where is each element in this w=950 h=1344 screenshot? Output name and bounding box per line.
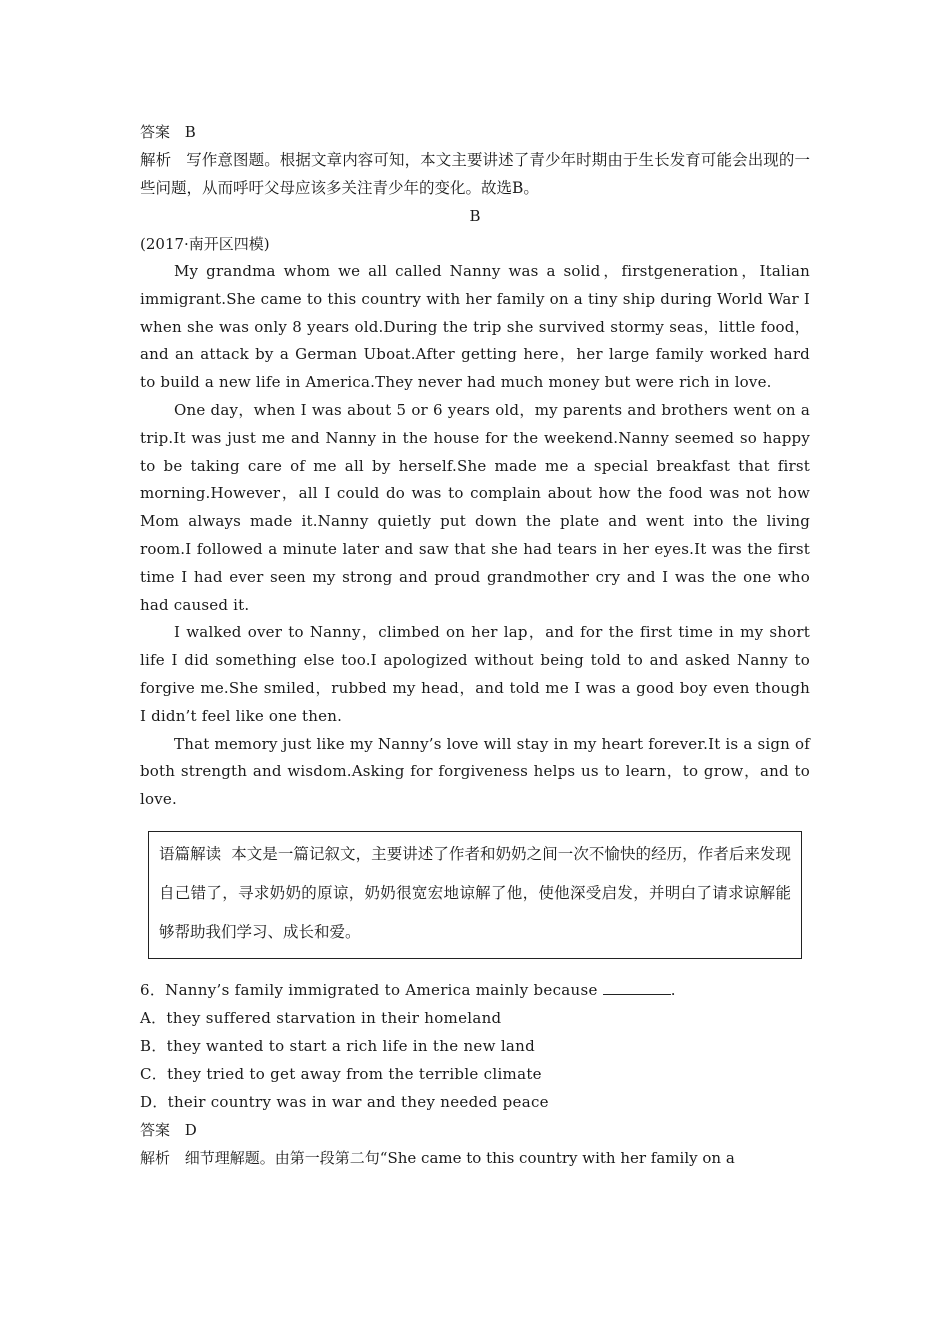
option-b: B．they wanted to start a rich life in the new land [140,1036,536,1055]
document-page [140,118,810,1172]
option-c: C．they tried to get away from the terrible climate [140,1064,542,1083]
source-note: (2017·南开区四模) [140,235,270,253]
option-a: A．they suffered starvation in their homeland [140,1008,502,1027]
reading-interpretation-box [148,831,802,959]
reading-box-label: 语篇解读 [159,844,222,863]
option-d: D．their country was in war and they needed peace [140,1092,549,1111]
answer-value-2: D [184,1120,197,1139]
passage-paragraph-4: That memory just like my Nanny’s love will stay in my heart forever.It is a sign of both strength and wisdom.Asking for forgiveness helps us to learn，to grow，and to love. [140,734,810,809]
answer-line-2 [140,1116,810,1144]
question-text: 6．Nanny’s family immigrated to America mainly because [140,980,598,999]
reading-box-text: 本文是一篇记叙文，主要讲述了作者和奶奶之间一次不愉快的经历，作者后来发现自己错了，寻求奶奶的原谅，奶奶很宽宏地谅解了他，使他深受启发，并明白了请求谅解能够帮助我们学习、成长和爱。 [159,844,791,941]
answer-label: 答案 [140,123,171,141]
analysis-paragraph [140,146,810,202]
section-letter: B [469,207,481,225]
question-stem [140,976,810,1004]
answer-blank [603,980,671,995]
passage-paragraph-3: I walked over to Nanny，climbed on her lap，and for the first time in my short life I did something else too.I apologized without being told to and asked Nanny to forgive me.She smiled，rubbed my head，and told me I was a good boy even though I didn’t feel like one then. [140,623,810,725]
passage-paragraph-2: One day，when I was about 5 or 6 years old，my parents and brothers went on a trip.It was just me and Nanny in the house for the weekend.Nanny seemed so happy to be taking care of me all by herself.She made me a special breakfast that first morning.However，all I could do was to complain about how the food was not how Mom always made it.Nanny quietly put down the plate and went into the living room.I followed a minute later and saw that she had tears in her eyes.It was the first time I had ever seen my strong and proud grandmother cry and I was the one who had caused it. [140,400,810,614]
passage-paragraph-1: My grandma whom we all called Nanny was a solid，firstgeneration，Italian immigrant.She came to this country with her family on a tiny ship during World War Ⅰ when she was only 8 years old.During the trip she survived stormy seas，little food，and an attack by a German Uboat.After getting here，her large family worked hard to build a new life in America.They never had much money but were rich in love. [140,262,810,392]
answer-line [140,118,810,146]
answer-label-2: 答案 [140,1120,171,1139]
analysis-text: 写作意图题。根据文章内容可知，本文主要讲述了青少年时期由于生长发育可能会出现的一些问题，从而呼吁父母应该多关注青少年的变化。故选B。 [140,151,810,197]
analysis-paragraph-2 [140,1144,810,1172]
question-end: . [670,980,676,999]
analysis-label-2: 解析 [140,1148,171,1167]
analysis-text-2: 细节理解题。由第一段第二句“She came to this country with her family on a [184,1148,735,1167]
analysis-label: 解析 [140,151,172,169]
answer-value: B [184,123,196,141]
